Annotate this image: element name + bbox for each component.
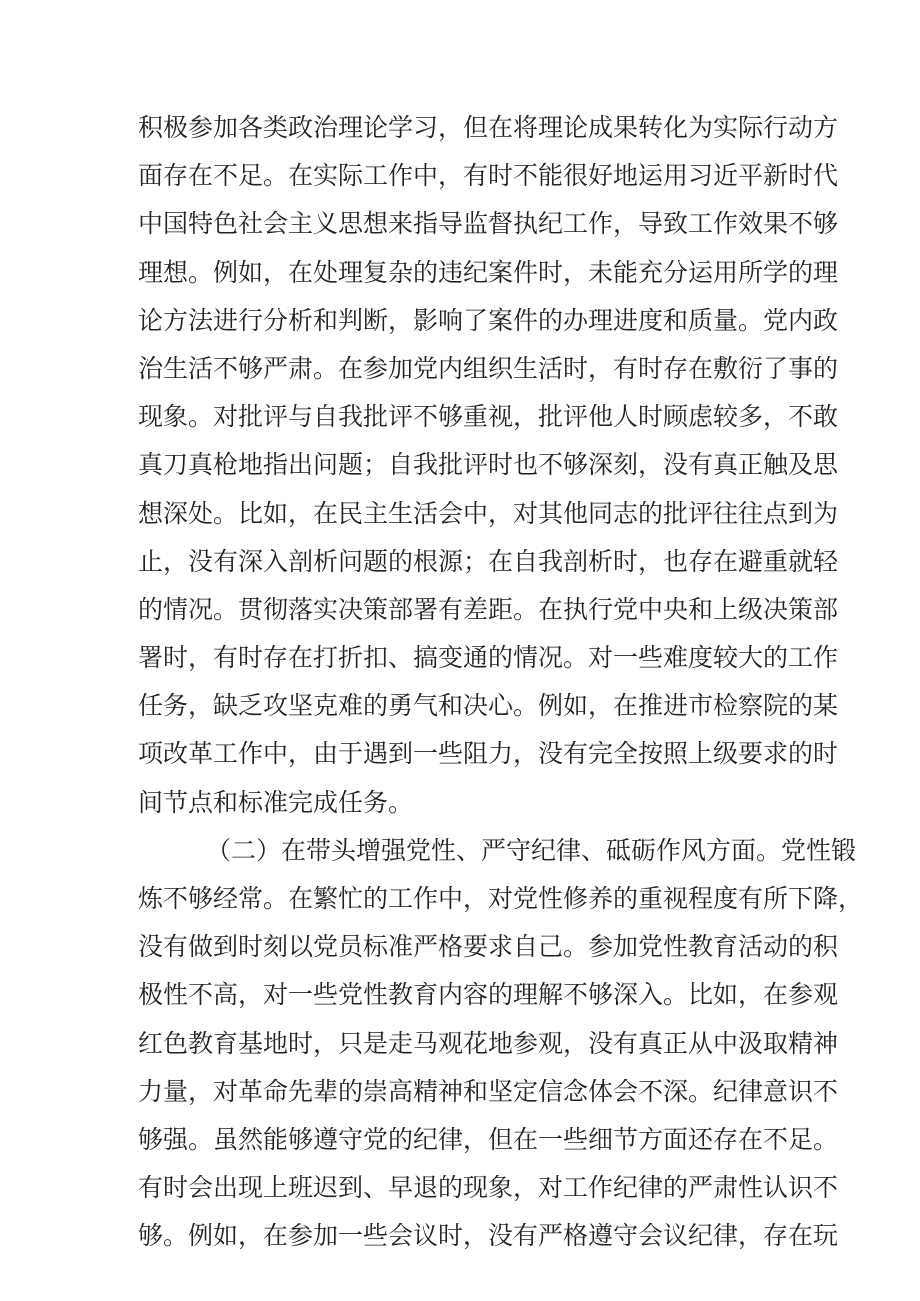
text-line: 理想。例如，在处理复杂的违纪案件时，未能充分运用所学的理 bbox=[138, 257, 839, 287]
text-line: 中国特色社会主义思想来指导监督执纪工作，导致工作效果不够 bbox=[138, 209, 839, 239]
text-line: 面存在不足。在实际工作中，有时不能很好地运用习近平新时代 bbox=[138, 161, 839, 191]
text-line: 署时，有时存在打折扣、搞变通的情况。对一些难度较大的工作 bbox=[138, 643, 839, 673]
text-line: 现象。对批评与自我批评不够重视，批评他人时顾虑较多，不敢 bbox=[138, 402, 839, 432]
text-line: 的情况。贯彻落实决策部署有差距。在执行党中央和上级决策部 bbox=[138, 594, 839, 624]
text-line: 没有做到时刻以党员标准严格要求自己。参加党性教育活动的积 bbox=[138, 932, 839, 962]
paragraph-1 bbox=[138, 104, 839, 827]
document-body bbox=[138, 104, 864, 1261]
text-line: 项改革工作中，由于遇到一些阻力，没有完全按照上级要求的时 bbox=[138, 739, 839, 769]
text-line: 止，没有深入剖析问题的根源；在自我剖析时，也存在避重就轻 bbox=[138, 546, 839, 576]
text-line: 论方法进行分析和判断，影响了案件的办理进度和质量。党内政 bbox=[138, 305, 839, 335]
section-heading-line: （二）在带头增强党性、严守纪律、砥砺作风方面。党性锻 bbox=[206, 835, 857, 865]
text-line: 积极参加各类政治理论学习，但在将理论成果转化为实际行动方 bbox=[138, 113, 839, 142]
text-line: 有时会出现上班迟到、早退的现象，对工作纪律的严肃性认识不 bbox=[138, 1173, 839, 1203]
paragraph-2 bbox=[138, 827, 864, 1261]
text-line: 炼不够经常。在繁忙的工作中，对党性修养的重视程度有所下降， bbox=[138, 884, 864, 913]
text-line: 间节点和标准完成任务。 bbox=[138, 787, 414, 817]
text-line: 力量，对革命先辈的崇高精神和坚定信念体会不深。纪律意识不 bbox=[138, 1076, 839, 1106]
text-line: 真刀真枪地指出问题；自我批评时也不够深刻，没有真正触及思 bbox=[138, 450, 839, 480]
text-line: 红色教育基地时，只是走马观花地参观，没有真正从中汲取精神 bbox=[138, 1028, 839, 1058]
text-line: 治生活不够严肃。在参加党内组织生活时，有时存在敷衍了事的 bbox=[138, 353, 839, 383]
text-line: 够。例如，在参加一些会议时，没有严格遵守会议纪律，存在玩 bbox=[138, 1221, 839, 1251]
text-line: 极性不高，对一些党性教育内容的理解不够深入。比如，在参观 bbox=[138, 980, 839, 1010]
text-line: 任务，缺乏攻坚克难的勇气和决心。例如，在推进市检察院的某 bbox=[138, 691, 839, 721]
text-line: 够强。虽然能够遵守党的纪律，但在一些细节方面还存在不足。 bbox=[138, 1124, 839, 1154]
text-line: 想深处。比如，在民主生活会中，对其他同志的批评往往点到为 bbox=[138, 498, 839, 528]
